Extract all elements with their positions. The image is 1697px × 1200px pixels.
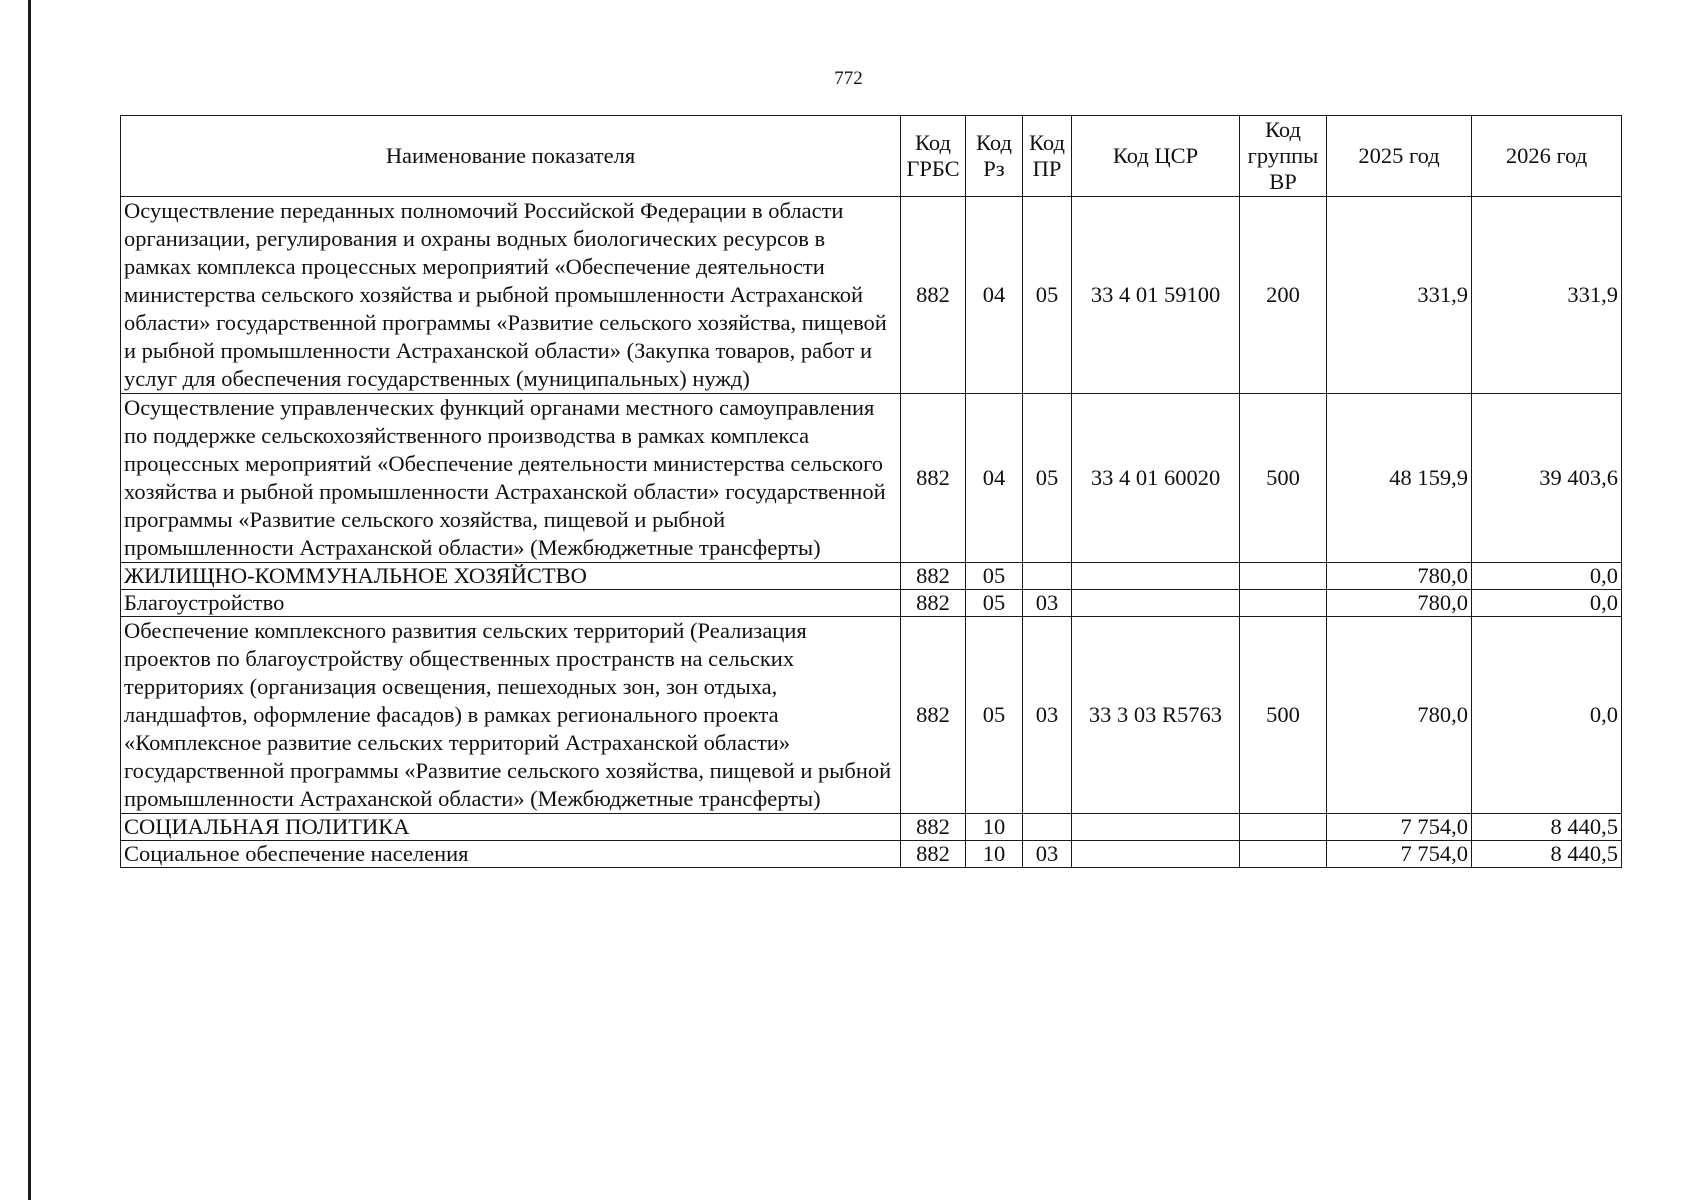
row-vr [1240,563,1327,590]
row-csr [1072,590,1240,617]
row-csr [1072,841,1240,868]
row-2026: 0,0 [1472,590,1622,617]
header-vr: Код группы ВР [1240,116,1327,197]
row-grbs: 882 [901,814,966,841]
row-vr [1240,841,1327,868]
row-name: Социальное обеспечение населения [121,841,901,868]
row-grbs: 882 [901,590,966,617]
header-grbs: Код ГРБС [901,116,966,197]
row-name: Осуществление управленческих функций органами местного самоуправления по поддержке сельскохозяйственного производства в рамках комплекса процессных мероприятий «Обеспечение деятельности министерства сельского хозяйства и рыбной промышленности Астраханской области» государственной программы «Развитие сельского хозяйства, пищевой и рыбной промышленности Астраханской области» (Межбюджетные трансферты) [121,394,901,563]
row-pr: 03 [1023,617,1072,814]
row-vr: 500 [1240,394,1327,563]
row-2025: 780,0 [1327,563,1472,590]
row-csr: 33 4 01 60020 [1072,394,1240,563]
row-grbs: 882 [901,197,966,394]
table-row [121,197,1622,394]
row-rz: 10 [966,814,1023,841]
table-row [121,394,1622,563]
row-csr: 33 3 03 R5763 [1072,617,1240,814]
row-2025: 7 754,0 [1327,814,1472,841]
table-header-row [121,116,1622,197]
row-2025: 7 754,0 [1327,841,1472,868]
row-2026: 8 440,5 [1472,814,1622,841]
row-2025: 331,9 [1327,197,1472,394]
header-2025: 2025 год [1327,116,1472,197]
row-vr [1240,590,1327,617]
row-name: ЖИЛИЩНО-КОММУНАЛЬНОЕ ХОЗЯЙСТВО [121,563,901,590]
row-pr [1023,814,1072,841]
row-2026: 331,9 [1472,197,1622,394]
row-name: Обеспечение комплексного развития сельских территорий (Реализация проектов по благоустройству общественных пространств на сельских территориях (организация освещения, пешеходных зон, зон отдыха, ландшафтов, оформление фасадов) в рамках регионального проекта «Комплексное развитие сельских территорий Астраханской области» государственной программы «Развитие сельского хозяйства, пищевой и рыбной промышленности Астраханской области» (Межбюджетные трансферты) [121,617,901,814]
row-csr [1072,814,1240,841]
row-pr: 05 [1023,394,1072,563]
row-rz: 04 [966,394,1023,563]
row-name: Осуществление переданных полномочий Российской Федерации в области организации, регулирования и охраны водных биологических ресурсов в рамках комплекса процессных мероприятий «Обеспечение деятельности министерства сельского хозяйства и рыбной промышленности Астраханской области» государственной программы «Развитие сельского хозяйства, пищевой и рыбной промышленности Астраханской области» (Закупка товаров, работ и услуг для обеспечения государственных (муниципальных) нужд) [121,197,901,394]
row-csr [1072,563,1240,590]
row-grbs: 882 [901,394,966,563]
row-2026: 0,0 [1472,617,1622,814]
row-2026: 8 440,5 [1472,841,1622,868]
row-2025: 780,0 [1327,617,1472,814]
row-grbs: 882 [901,841,966,868]
row-vr: 500 [1240,617,1327,814]
row-rz: 05 [966,563,1023,590]
header-csr: Код ЦСР [1072,116,1240,197]
budget-table [120,115,1622,868]
header-2026: 2026 год [1472,116,1622,197]
header-name: Наименование показателя [121,116,901,197]
table-row [121,814,1622,841]
page-binding-line [28,0,31,1200]
row-2026: 39 403,6 [1472,394,1622,563]
page-number: 772 [834,68,863,89]
row-vr [1240,814,1327,841]
row-2026: 0,0 [1472,563,1622,590]
header-rz: Код Рз [966,116,1023,197]
row-2025: 48 159,9 [1327,394,1472,563]
row-rz: 10 [966,841,1023,868]
row-rz: 05 [966,590,1023,617]
row-grbs: 882 [901,563,966,590]
table-row [121,590,1622,617]
row-pr: 03 [1023,590,1072,617]
table-row [121,563,1622,590]
row-pr: 05 [1023,197,1072,394]
table-row [121,617,1622,814]
row-pr [1023,563,1072,590]
row-name: СОЦИАЛЬНАЯ ПОЛИТИКА [121,814,901,841]
row-grbs: 882 [901,617,966,814]
row-rz: 04 [966,197,1023,394]
row-rz: 05 [966,617,1023,814]
table-row [121,841,1622,868]
row-name: Благоустройство [121,590,901,617]
row-csr: 33 4 01 59100 [1072,197,1240,394]
row-vr: 200 [1240,197,1327,394]
row-2025: 780,0 [1327,590,1472,617]
header-pr: Код ПР [1023,116,1072,197]
row-pr: 03 [1023,841,1072,868]
